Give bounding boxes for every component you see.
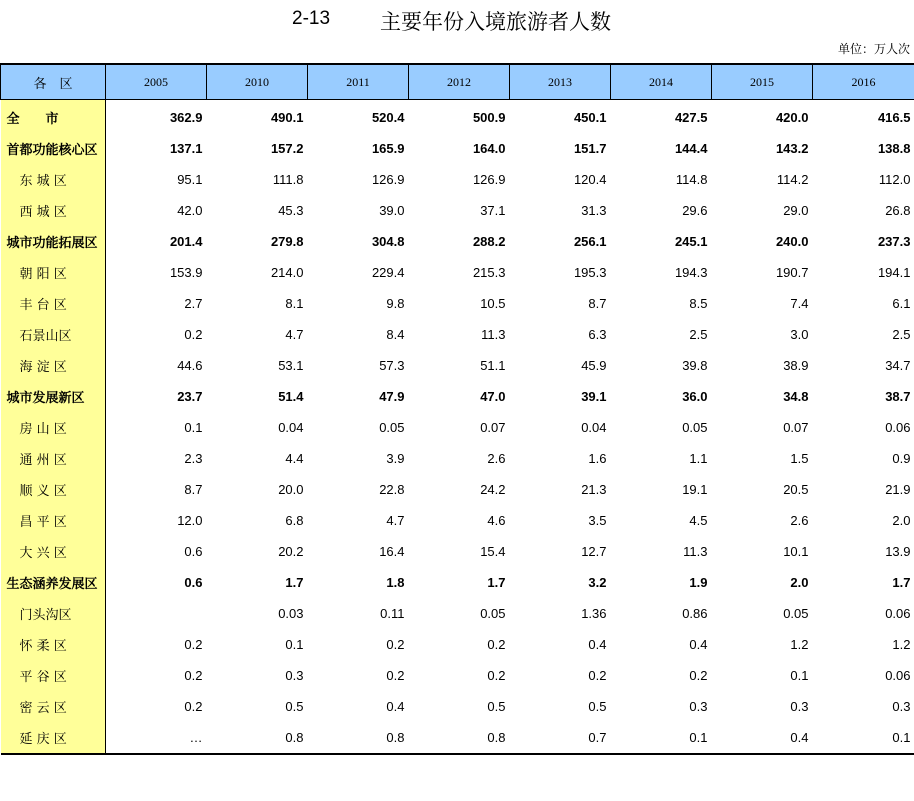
value-cell: 51.4 [278, 389, 304, 404]
value-cell: 0.3 [790, 699, 809, 714]
value-cell: 29.0 [783, 203, 809, 218]
value-cell: 95.1 [177, 172, 203, 187]
value-cell: 51.1 [480, 358, 506, 373]
value-cell: 288.2 [472, 234, 506, 249]
value-cell: 2.0 [790, 575, 809, 590]
value-cell: 0.4 [386, 699, 405, 714]
value-cell: 39.8 [682, 358, 708, 373]
value-cell: 0.04 [581, 420, 607, 435]
value-cell: 1.6 [588, 451, 607, 466]
value-cell: 0.9 [892, 451, 911, 466]
value-cell: 0.05 [783, 606, 809, 621]
value-cell: 8.5 [689, 296, 708, 311]
table-row [1, 443, 914, 474]
region-name-cell: 密 云 区 [1, 691, 106, 722]
region-column-header: 各 区 [1, 64, 106, 100]
value-cell: 0.07 [480, 420, 506, 435]
value-cell: 37.1 [480, 203, 506, 218]
value-cell: 45.9 [581, 358, 607, 373]
region-name-cell: 丰 台 区 [1, 288, 106, 319]
value-cell: 0.1 [790, 668, 809, 683]
page-title [0, 6, 914, 36]
value-cell: 11.3 [683, 544, 708, 559]
data-table [0, 63, 914, 755]
value-cell: 1.7 [892, 575, 911, 590]
value-cell: 362.9 [169, 110, 203, 125]
table-row [1, 691, 914, 722]
value-cell: 2.7 [184, 296, 203, 311]
value-cell: 53.1 [278, 358, 304, 373]
value-cell: 0.04 [278, 420, 304, 435]
region-name-cell: 生态涵养发展区 [1, 567, 106, 598]
value-cell: 38.9 [783, 358, 809, 373]
region-name-cell: 首都功能核心区 [1, 133, 106, 164]
value-cell: 8.7 [588, 296, 607, 311]
value-cell: 3.5 [588, 513, 607, 528]
value-cell: 47.0 [480, 389, 506, 404]
value-cell: 0.1 [285, 637, 304, 652]
value-cell: 0.1 [184, 420, 203, 435]
value-cell: 0.4 [712, 722, 813, 754]
region-name-cell: 怀 柔 区 [1, 629, 106, 660]
value-cell: 2.6 [790, 513, 809, 528]
value-cell [106, 598, 207, 629]
table-row [1, 100, 914, 134]
value-cell: 0.2 [184, 637, 203, 652]
value-cell: 0.2 [184, 668, 203, 683]
value-cell: 39.1 [581, 389, 607, 404]
value-cell: 1.5 [790, 451, 809, 466]
region-name-cell: 全 市 [1, 100, 106, 134]
value-cell: 12.7 [581, 544, 607, 559]
value-cell: 0.05 [379, 420, 405, 435]
region-name-cell: 门头沟区 [1, 598, 106, 629]
region-name-cell: 石景山区 [1, 319, 106, 350]
value-cell: 23.7 [177, 389, 203, 404]
value-cell: 0.8 [409, 722, 510, 754]
value-cell: 24.2 [480, 482, 506, 497]
table-title: 主要年份入境旅游者人数 [380, 10, 611, 34]
value-cell: 0.4 [689, 637, 708, 652]
value-cell: 304.8 [371, 234, 405, 249]
year-column-header: 2016 [813, 64, 914, 100]
value-cell: 0.2 [689, 668, 708, 683]
value-cell: 20.0 [278, 482, 304, 497]
region-name-cell: 平 谷 区 [1, 660, 106, 691]
region-name-cell: 房 山 区 [1, 412, 106, 443]
value-cell: … [106, 722, 207, 754]
year-column-header: 2010 [207, 64, 308, 100]
value-cell: 153.9 [169, 265, 203, 280]
value-cell: 15.4 [480, 544, 506, 559]
region-name-cell: 东 城 区 [1, 164, 106, 195]
value-cell: 44.6 [177, 358, 203, 373]
value-cell: 450.1 [573, 110, 607, 125]
value-cell: 114.2 [776, 172, 809, 187]
value-cell: 12.0 [177, 513, 203, 528]
value-cell: 0.5 [285, 699, 304, 714]
table-row [1, 133, 914, 164]
value-cell: 416.5 [877, 110, 911, 125]
value-cell: 1.7 [487, 575, 506, 590]
value-cell: 34.8 [783, 389, 809, 404]
value-cell: 164.0 [472, 141, 506, 156]
year-column-header: 2013 [510, 64, 611, 100]
value-cell: 194.3 [674, 265, 708, 280]
value-cell: 6.3 [588, 327, 607, 342]
value-cell: 0.5 [487, 699, 506, 714]
value-cell: 0.05 [682, 420, 708, 435]
value-cell: 0.2 [487, 668, 506, 683]
region-name-cell: 顺 义 区 [1, 474, 106, 505]
region-name-cell: 海 淀 区 [1, 350, 106, 381]
value-cell: 112.0 [878, 172, 911, 187]
unit-label: 单位：万人次 [837, 42, 910, 56]
value-cell: 21.3 [581, 482, 607, 497]
header-row [1, 64, 914, 100]
value-cell: 138.8 [877, 141, 911, 156]
value-cell: 0.3 [689, 699, 708, 714]
value-cell: 2.5 [689, 327, 708, 342]
value-cell: 0.6 [184, 575, 203, 590]
value-cell: 1.2 [790, 637, 809, 652]
value-cell: 0.05 [480, 606, 506, 621]
value-cell: 0.2 [386, 637, 405, 652]
table-row [1, 629, 914, 660]
value-cell: 8.1 [285, 296, 304, 311]
region-name-cell: 大 兴 区 [1, 536, 106, 567]
value-cell: 229.4 [371, 265, 405, 280]
value-cell: 1.9 [689, 575, 708, 590]
value-cell: 0.06 [885, 606, 911, 621]
table-row [1, 319, 914, 350]
table-row [1, 412, 914, 443]
value-cell: 2.0 [892, 513, 911, 528]
value-cell: 11.3 [481, 327, 506, 342]
value-cell: 8.7 [184, 482, 203, 497]
value-cell: 0.1 [813, 722, 914, 754]
value-cell: 8.4 [386, 327, 405, 342]
value-cell: 47.9 [379, 389, 405, 404]
table-row [1, 350, 914, 381]
value-cell: 0.8 [207, 722, 308, 754]
table-row [1, 381, 914, 412]
value-cell: 21.9 [885, 482, 911, 497]
region-name-cell: 城市发展新区 [1, 381, 106, 412]
value-cell: 4.4 [285, 451, 304, 466]
table-row [1, 598, 914, 629]
value-cell: 245.1 [674, 234, 708, 249]
value-cell: 2.6 [487, 451, 506, 466]
value-cell: 500.9 [472, 110, 506, 125]
table-row [1, 164, 914, 195]
value-cell: 120.4 [573, 172, 607, 187]
value-cell: 13.9 [885, 544, 911, 559]
value-cell: 144.4 [674, 141, 708, 156]
value-cell: 0.2 [184, 699, 203, 714]
value-cell: 0.86 [682, 606, 708, 621]
value-cell: 0.6 [184, 544, 203, 559]
value-cell: 1.8 [386, 575, 405, 590]
value-cell: 520.4 [371, 110, 405, 125]
value-cell: 114.8 [675, 172, 708, 187]
value-cell: 10.1 [783, 544, 809, 559]
value-cell: 20.2 [278, 544, 304, 559]
region-name-cell: 朝 阳 区 [1, 257, 106, 288]
table-row [1, 567, 914, 598]
value-cell: 194.1 [877, 265, 911, 280]
value-cell: 9.8 [386, 296, 405, 311]
value-cell: 0.3 [892, 699, 911, 714]
value-cell: 2.5 [892, 327, 911, 342]
value-cell: 45.3 [278, 203, 304, 218]
year-column-header: 2011 [308, 64, 409, 100]
value-cell: 29.6 [682, 203, 708, 218]
table-row [1, 722, 914, 754]
table-row [1, 288, 914, 319]
table-row [1, 505, 914, 536]
region-name-cell: 城市功能拓展区 [1, 226, 106, 257]
region-name-cell: 西 城 区 [1, 195, 106, 226]
value-cell: 256.1 [573, 234, 607, 249]
value-cell: 0.8 [308, 722, 409, 754]
value-cell: 427.5 [674, 110, 708, 125]
value-cell: 36.0 [682, 389, 708, 404]
value-cell: 490.1 [270, 110, 304, 125]
value-cell: 215.3 [472, 265, 506, 280]
value-cell: 1.36 [581, 606, 607, 621]
value-cell: 19.1 [682, 482, 708, 497]
value-cell: 0.06 [885, 668, 911, 683]
value-cell: 4.6 [487, 513, 506, 528]
value-cell: 38.7 [885, 389, 911, 404]
table-body [1, 100, 914, 755]
value-cell: 157.2 [270, 141, 304, 156]
year-column-header: 2014 [611, 64, 712, 100]
value-cell: 1.1 [689, 451, 708, 466]
value-cell: 3.9 [386, 451, 405, 466]
value-cell: 3.2 [588, 575, 607, 590]
value-cell: 22.8 [379, 482, 405, 497]
value-cell: 3.0 [790, 327, 809, 342]
value-cell: 0.1 [611, 722, 712, 754]
value-cell: 10.5 [480, 296, 506, 311]
table-row [1, 660, 914, 691]
value-cell: 111.8 [272, 172, 304, 187]
value-cell: 7.4 [790, 296, 809, 311]
value-cell: 4.7 [285, 327, 304, 342]
value-cell: 4.5 [689, 513, 708, 528]
value-cell: 34.7 [885, 358, 911, 373]
value-cell: 126.9 [472, 172, 506, 187]
value-cell: 39.0 [379, 203, 405, 218]
value-cell: 0.07 [783, 420, 809, 435]
value-cell: 165.9 [371, 141, 405, 156]
value-cell: 26.8 [885, 203, 911, 218]
value-cell: 190.7 [775, 265, 809, 280]
table-row [1, 474, 914, 505]
value-cell: 2.3 [184, 451, 203, 466]
value-cell: 31.3 [581, 203, 607, 218]
value-cell: 42.0 [177, 203, 203, 218]
value-cell: 143.2 [775, 141, 809, 156]
value-cell: 0.2 [588, 668, 607, 683]
table-row [1, 257, 914, 288]
value-cell: 214.0 [270, 265, 304, 280]
value-cell: 6.1 [892, 296, 911, 311]
value-cell: 20.5 [783, 482, 809, 497]
value-cell: 1.7 [285, 575, 304, 590]
value-cell: 0.7 [510, 722, 611, 754]
value-cell: 6.8 [285, 513, 304, 528]
value-cell: 1.2 [892, 637, 911, 652]
value-cell: 126.9 [371, 172, 405, 187]
value-cell: 0.06 [885, 420, 911, 435]
table-number: 2-13 [292, 8, 331, 29]
value-cell: 0.3 [285, 668, 304, 683]
value-cell: 0.2 [386, 668, 405, 683]
value-cell: 0.03 [278, 606, 304, 621]
value-cell: 0.2 [487, 637, 506, 652]
value-cell: 0.5 [588, 699, 607, 714]
value-cell: 201.4 [169, 234, 203, 249]
region-name-cell: 延 庆 区 [1, 722, 106, 754]
region-name-cell: 昌 平 区 [1, 505, 106, 536]
value-cell: 16.4 [379, 544, 405, 559]
table-row [1, 195, 914, 226]
value-cell: 4.7 [386, 513, 405, 528]
table-row [1, 536, 914, 567]
value-cell: 137.1 [169, 141, 203, 156]
value-cell: 420.0 [775, 110, 809, 125]
value-cell: 151.7 [573, 141, 607, 156]
year-column-header: 2012 [409, 64, 510, 100]
value-cell: 0.4 [588, 637, 607, 652]
value-cell: 279.8 [270, 234, 304, 249]
year-column-header: 2005 [106, 64, 207, 100]
region-name-cell: 通 州 区 [1, 443, 106, 474]
year-column-header: 2015 [712, 64, 813, 100]
value-cell: 0.11 [380, 606, 405, 621]
table-row [1, 226, 914, 257]
value-cell: 57.3 [379, 358, 405, 373]
value-cell: 240.0 [775, 234, 809, 249]
value-cell: 195.3 [573, 265, 607, 280]
value-cell: 0.2 [184, 327, 203, 342]
value-cell: 237.3 [877, 234, 911, 249]
